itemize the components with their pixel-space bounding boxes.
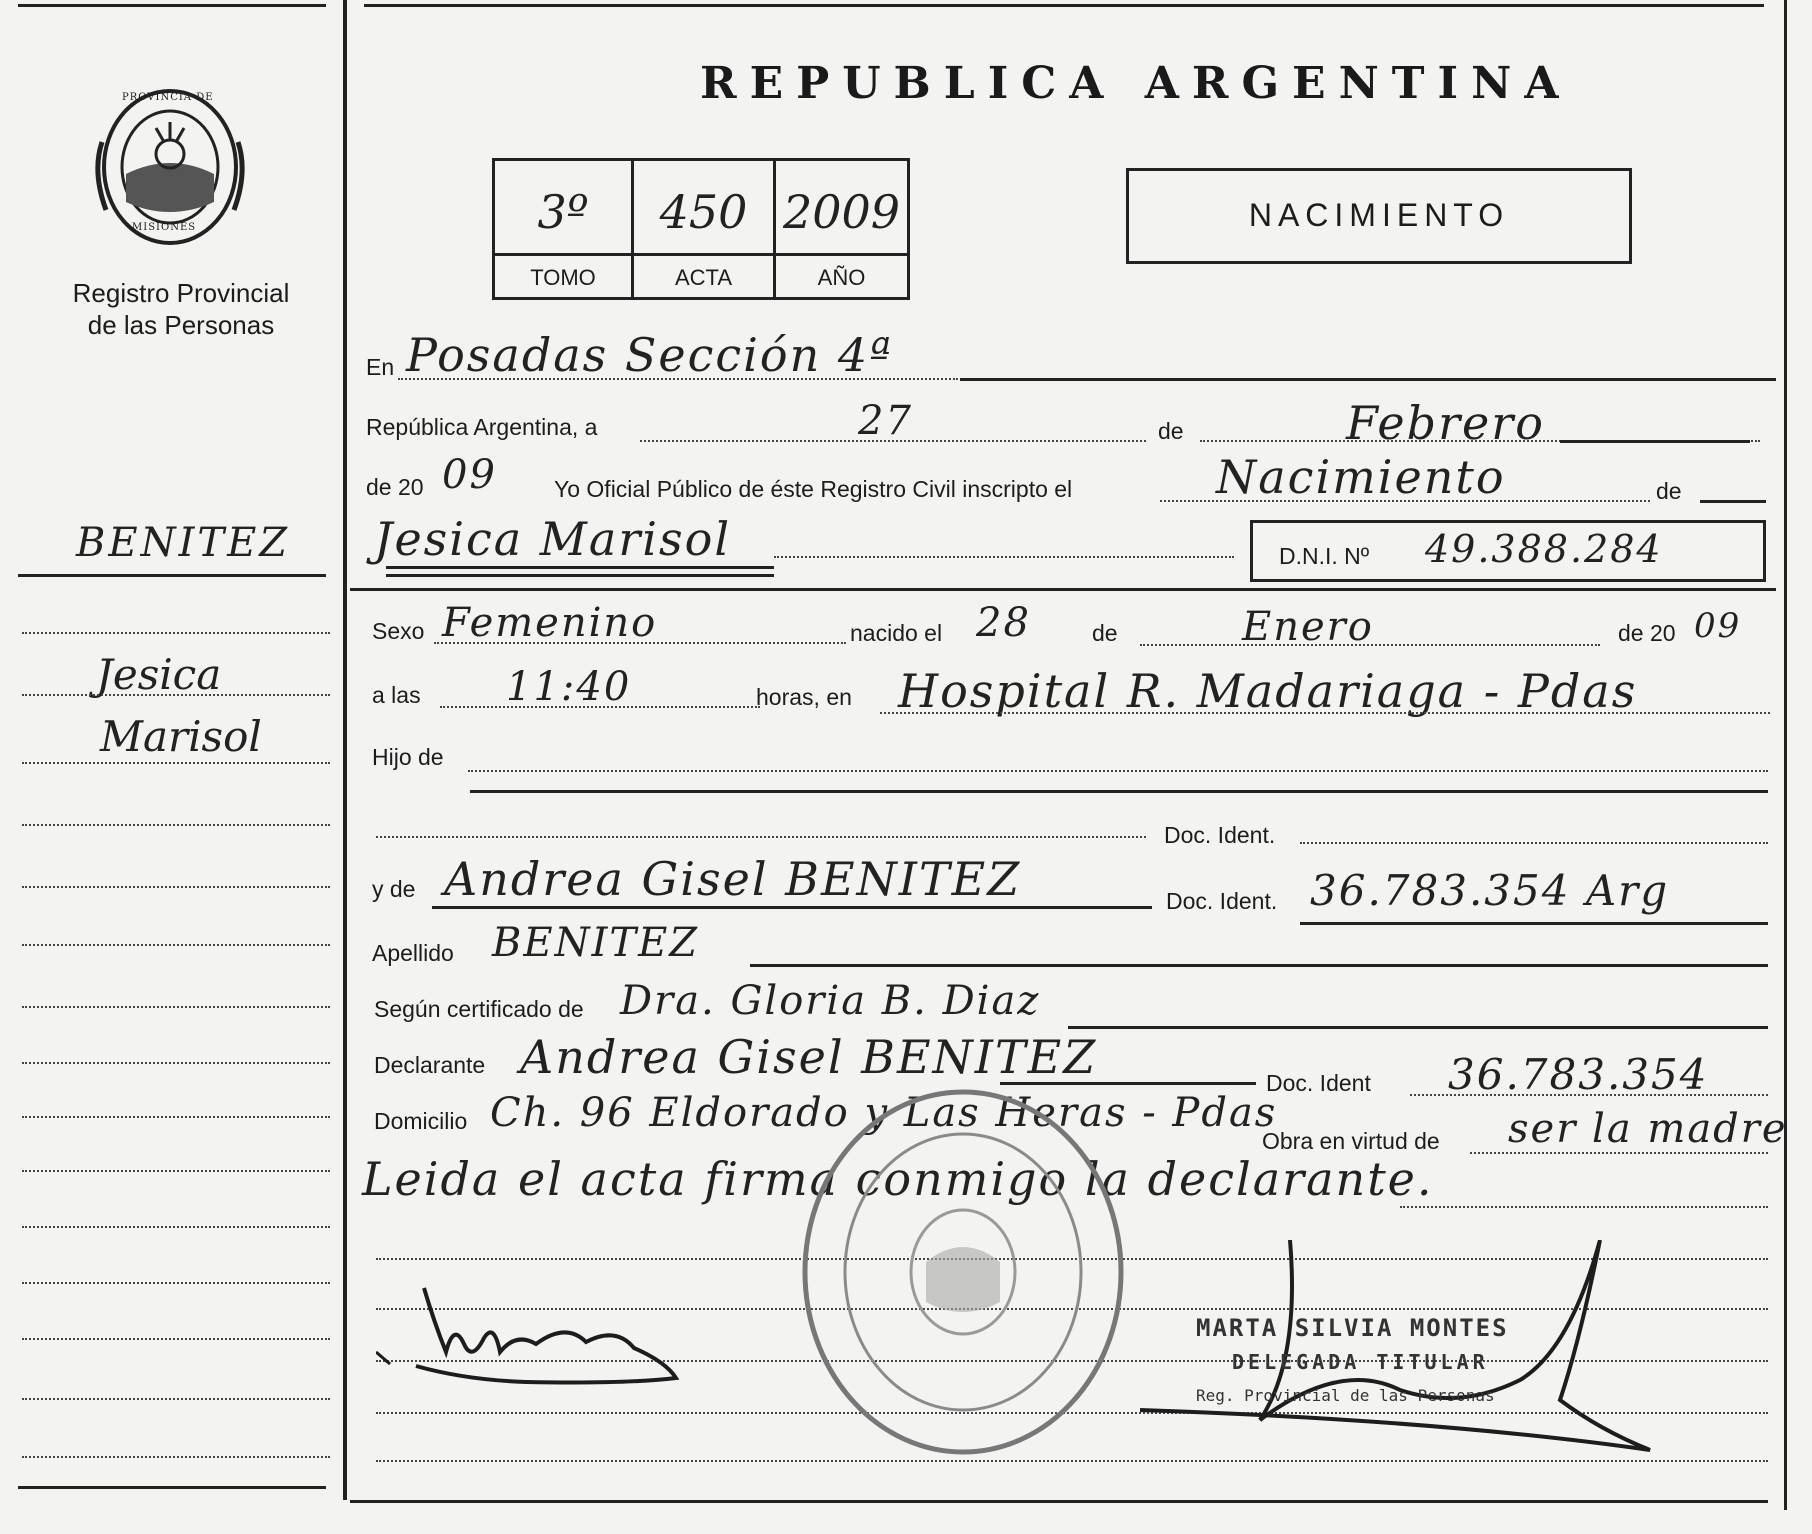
sidebar-line: [22, 824, 330, 826]
apellido-label: Apellido: [372, 940, 454, 966]
seal-text-bottom: MISIONES: [132, 222, 197, 233]
name-double-underline: [386, 574, 774, 577]
sexo-dotline: [434, 642, 846, 644]
sexo-label: Sexo: [372, 618, 425, 644]
sidebar-given-name-1: Jesica: [96, 650, 222, 699]
father-dotline: [376, 836, 1146, 838]
tomo-label: TOMO: [530, 265, 596, 290]
decl-doc-value: 36.783.354: [1448, 1050, 1709, 1099]
dni-box: [1250, 520, 1766, 582]
mother-value: Andrea Gisel BENITEZ: [444, 852, 1022, 906]
acta-label: ACTA: [674, 265, 733, 290]
country-title: REPUBLICA ARGENTINA: [700, 58, 1572, 109]
certificado-label: Según certificado de: [374, 996, 584, 1022]
acta-value: 450: [659, 185, 748, 239]
sidebar-line: [22, 1006, 330, 1008]
birth-day: 28: [976, 600, 1031, 646]
decl-doc-dotline: [1410, 1094, 1768, 1096]
day-dotline: [640, 440, 1146, 442]
form-top-rule: [364, 4, 1764, 7]
form-bottom-rule: [350, 1500, 1768, 1503]
obra-dotline: [1470, 1152, 1768, 1154]
nacido-label: nacido el: [850, 620, 943, 646]
en-label: En: [366, 354, 395, 380]
record-type: NACIMIENTO: [1248, 197, 1510, 233]
closing-value: Leida el acta firma conmigo la declarante.: [362, 1152, 1434, 1206]
sidebar-line: [22, 632, 330, 634]
en-dotline: [398, 378, 958, 380]
stamp-office: Reg. Provincial de las Personas: [1196, 1386, 1495, 1405]
year-prefix: de 20: [366, 474, 424, 500]
certificado-value: Dra. Gloria B. Diaz: [620, 978, 1041, 1024]
sidebar-line: [22, 694, 330, 696]
sidebar-line: [22, 1170, 330, 1172]
declarante-value: Andrea Gisel BENITEZ: [520, 1030, 1098, 1084]
decl-doc-label: Doc. Ident: [1266, 1070, 1371, 1096]
yde-label: y de: [372, 876, 416, 902]
official-seal-stamp-icon: [796, 1082, 1130, 1462]
name-section-rule: [350, 588, 1776, 591]
sidebar-top-rule: [18, 4, 326, 7]
alas-label: a las: [372, 682, 421, 708]
dni-value: 49.388.284: [1425, 527, 1663, 571]
record-number-box: [492, 158, 910, 300]
sidebar-line: [22, 762, 330, 764]
sidebar-line: [22, 1456, 330, 1458]
obra-label: Obra en virtud de: [1262, 1128, 1440, 1154]
time-dotline: [440, 706, 760, 708]
inscripto-rule: [1700, 500, 1766, 503]
horas-label: horas, en: [756, 684, 852, 710]
en-rule: [960, 378, 1776, 381]
stamp-name: MARTA SILVIA MONTES: [1196, 1314, 1509, 1342]
year-value: 09: [442, 452, 497, 498]
month-value: Febrero: [1346, 396, 1545, 450]
apellido-rule: [750, 964, 1768, 967]
name-dotline: [774, 556, 1234, 558]
domicilio-value: Ch. 96 Eldorado y Las Heras - Pdas: [490, 1090, 1278, 1136]
certificado-rule: [1068, 1026, 1768, 1029]
inscripto-value: Nacimiento: [1216, 450, 1506, 504]
registry-name-line1: Registro Provincial: [72, 278, 290, 308]
name-underline: [386, 566, 774, 569]
sidebar-line: [22, 1398, 330, 1400]
record-type-box: [1126, 168, 1632, 264]
record-box-hrule: [495, 253, 907, 256]
sidebar-line: [22, 1226, 330, 1228]
sidebar-line: [22, 1062, 330, 1064]
oficial-label: Yo Oficial Público de éste Registro Civil inscripto el: [554, 476, 1073, 502]
tomo-value: 3º: [537, 185, 589, 239]
sidebar-line: [22, 886, 330, 888]
dni-label: D.N.I. Nº: [1279, 543, 1370, 569]
sidebar-divider: [343, 0, 347, 1500]
day-value: 27: [858, 398, 913, 444]
sidebar-bottom-rule: [18, 1486, 326, 1489]
page-right-border: [1784, 0, 1787, 1510]
mother-rule: [432, 906, 1152, 909]
sidebar-surname-rule: [18, 574, 326, 577]
de-label-3: de: [1092, 620, 1118, 646]
closing-dotline: [1400, 1206, 1768, 1208]
hijo-rule: [470, 790, 1768, 793]
birth-year-value: 09: [1694, 606, 1742, 646]
anio-value: 2009: [782, 185, 901, 239]
time-value: 11:40: [506, 664, 632, 710]
en-value: Posadas Sección 4ª: [406, 328, 893, 382]
sexo-value: Femenino: [442, 600, 658, 646]
sidebar-line: [22, 1116, 330, 1118]
place-value: Hospital R. Madariaga - Pdas: [898, 664, 1638, 718]
republica-label: República Argentina, a: [366, 414, 598, 440]
sidebar-given-name-2: Marisol: [100, 712, 262, 761]
registry-name-line2: de las Personas: [87, 310, 275, 340]
hijo-label: Hijo de: [372, 744, 444, 770]
sidebar-line: [22, 944, 330, 946]
birth-month-dotline: [1140, 644, 1600, 646]
mother-doc-rule: [1300, 922, 1768, 925]
month-rule: [1560, 440, 1750, 443]
sidebar-line: [22, 1282, 330, 1284]
anio-label: AÑO: [817, 265, 866, 290]
declarante-label: Declarante: [374, 1052, 486, 1078]
place-dotline: [880, 712, 1770, 714]
domicilio-label: Domicilio: [374, 1108, 468, 1134]
father-docident-label: Doc. Ident.: [1164, 822, 1276, 848]
birth-year-prefix: de 20: [1618, 620, 1676, 646]
sidebar-line: [22, 1338, 330, 1340]
name-value: Jesica Marisol: [374, 512, 732, 566]
hijo-dotline: [468, 770, 1768, 772]
mother-doc-value: 36.783.354 Arg: [1310, 866, 1670, 915]
de-label-2: de: [1656, 478, 1682, 504]
mother-doc-label: Doc. Ident.: [1166, 888, 1278, 914]
inscripto-dotline: [1160, 500, 1650, 502]
obra-value: ser la madre: [1508, 1106, 1788, 1152]
birth-month: Enero: [1242, 604, 1374, 650]
sidebar-surname: BENITEZ: [76, 520, 291, 566]
seal-text-top: PROVINCIA DE: [122, 92, 214, 103]
stamp-title: DELEGADA TITULAR: [1232, 1350, 1489, 1374]
declarant-signature-icon: [376, 1282, 686, 1400]
de-label-1: de: [1158, 418, 1184, 444]
father-doc-dotline: [1300, 842, 1768, 844]
apellido-value: BENITEZ: [492, 920, 700, 966]
